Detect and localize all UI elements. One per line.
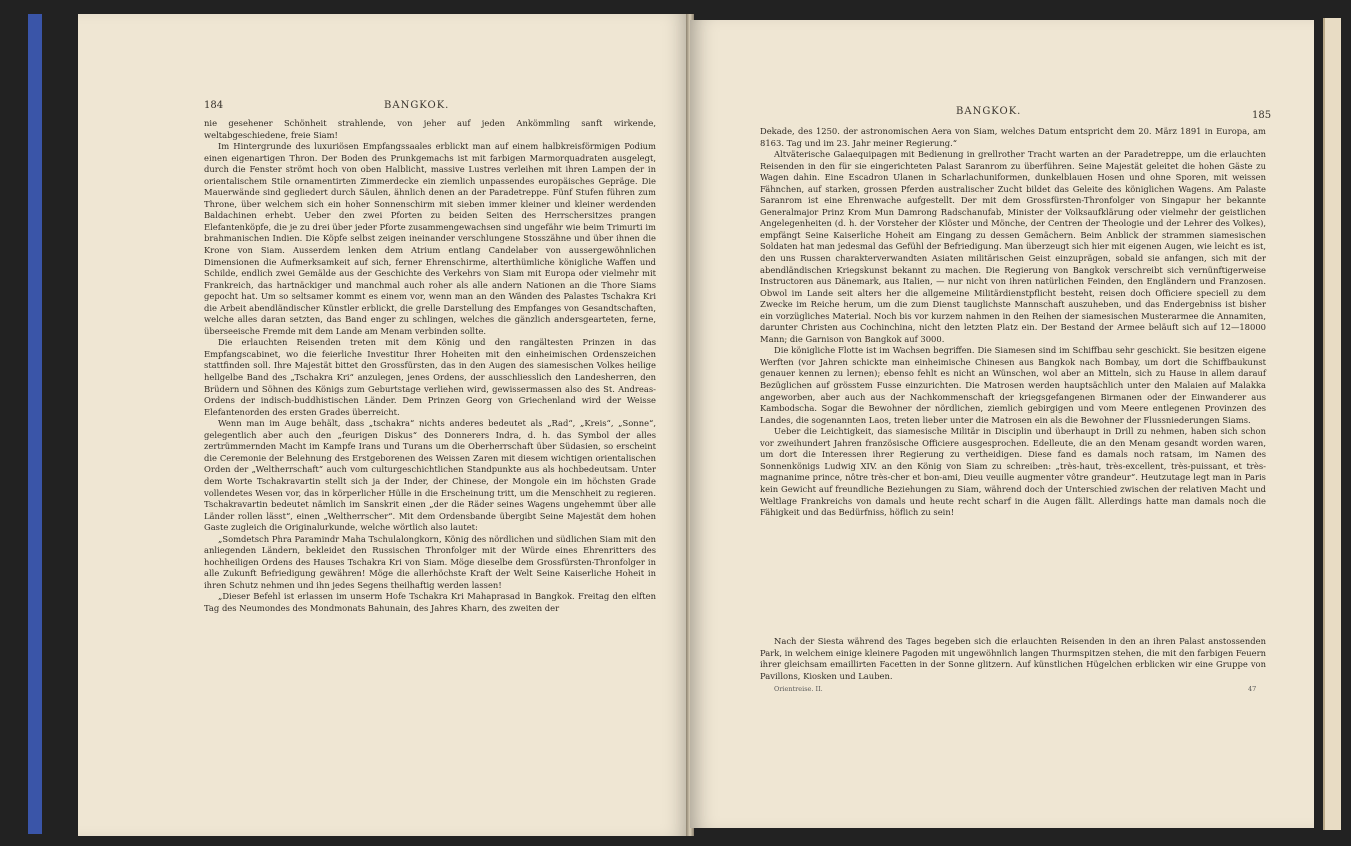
right-paragraph-5: Nach der Siesta während des Tages begeben sich die erlauchten Reisenden in den an ihren Palast anstossenden Park, in welchem einige kleinere Pagoden mit ungewöhnlich langen Thurmspitzen stehen, die mit den farbigen Feuern ihrer gleichsam emaillirten Facetten in der Sonne glitzern. Auf künstlichen Hügelchen erblicken wir eine Gruppe von Pavillons, Kiosken und Lauben. — [760, 636, 1266, 681]
book-page-edges-right — [1323, 18, 1341, 830]
left-paragraph-3: Die erlauchten Reisenden treten mit dem König und den rangältesten Prinzen in das Empfangscabinet, wo die feierliche Investitur Ihrer Hoheiten mit den einheimischen Ordenszeichen stattfinden soll. Ihre Majestät bittet den Grossfürsten, das in den Augen des siamesischen Volkes heilige hellgelbe Band des „Tschakra Kri“ anzulegen, jenes Ordens, der ausschliesslich den Landesherren, den Brüdern und Söhnen des Königs zum Geburtstage verliehen wird, gewissermassen also des St. Andreas-Ordens der indisch-buddhistischen Länder. Dem Prinzen Georg von Griechenland wird der Weisse Elefantenorden des ersten Grades überreicht. — [204, 337, 656, 417]
right-running-head: BANGKOK. — [956, 106, 1022, 117]
left-page — [78, 14, 690, 836]
right-page-number: 185 — [1252, 110, 1272, 121]
right-paragraph-3: Die königliche Flotte ist im Wachsen begriffen. Die Siamesen sind im Schiffbau sehr geschickt. Sie besitzen eigene Werften (vor Jahren schickte man einheimische Chinesen aus Bangkok nach Bombay, um dort die Schiffbaukunst genauer kennen zu lernen); ebenso fehlt es nicht an Wünschen, wol aber an Mitteln, sich zu Hause in allem darauf Bezüglichen auf grösstem Fusse einzurichten. Die Matrosen werden hauptsächlich unter den Malaien auf Malakka angeworben, aber auch aus der Nachkommenschaft der kriegsgefangenen Birmanen oder der Einwanderer aus Kambodscha. Sogar die Bewohner der nördlichen, ziemlich gebirgigen und vom Meere entlegenen Provinzen des Landes, die sogenannten Laos, treten lieber unter die Matrosen ein als die Bewohner der Flussniederungen Siams. — [760, 345, 1266, 425]
book-cover-edge-left — [28, 14, 42, 834]
footer-signature: Orientreise. II. — [774, 685, 823, 693]
left-paragraph-4: Wenn man im Auge behält, dass „tschakra“ nichts anderes bedeutet als „Rad“, „Kreis“, „Sonne“, gelegentlich aber auch den „feurigen Diskus“ des Donnerers Indra, d. h. das Symbol der alles zertrümmernden Macht im Kampfe Irans und Turans um die Oberherrschaft über Südasien, so erscheint die Ceremonie der Belehnung des Erstgeborenen des Weissen Zaren mit diesem wichtigen orientalischen Orden der „Weltherrschaft“ auch vom culturgeschichtlichen Standpunkte aus als hochbedeutsam. Unter dem Worte Tschakravartin stellt sich ja der Inder, der Chinese, der Mongole ein im höchsten Grade vollendetes Wesen vor, das in körperlicher Hülle in die Erscheinung tritt, um die Menschheit zu regieren. Tschakravartin bedeutet nämlich im Sanskrit einen „der die Räder seines Wagens ungehemmt über alle Länder rollen lässt“, einen „Weltherrscher“. Mit dem Ordensbande übergibt Seine Majestät dem hohen Gaste zugleich die Originalurkunde, welche wörtlich also lautet: — [204, 418, 656, 533]
right-paragraph-4: Ueber die Leichtigkeit, das siamesische Militär in Disciplin und überhaupt in Drill zu nehmen, haben sich schon vor zweihundert Jahren französische Officiere ausgesprochen. Edelleute, die an den Menam gesandt worden waren, um dort die Interessen ihrer Regierung zu vertheidigen. Diese fand es damals noch ratsam, im Namen des Sonnenkönigs Ludwig XIV. an den König von Siam zu schreiben: „très-haut, très-excellent, très-puissant, et très-magnanime prince, nôtre très-cher et bon-ami, Dieu veuille augmenter vôtre grandeur“. Heutzutage legt man in Paris kein Gewicht auf freundliche Beziehungen zu Siam, während doch der Unterschied zwischen der relativen Macht und Weltlage Frankreichs von damals und heute recht scharf in die Augen fällt. Allerdings hatte man damals noch die Fähigkeit und das Bedürfniss, höflich zu sein! — [760, 426, 1266, 518]
left-body-text — [204, 118, 656, 615]
left-paragraph-6: „Dieser Befehl ist erlassen im unserm Hofe Tschakra Kri Mahaprasad in Bangkok. Freitag den elften Tag des Neumondes des Mondmonats Bahunain, des Jahres Kharn, des zweiten der — [204, 591, 656, 613]
left-paragraph-5: „Somdetsch Phra Paramindr Maha Tschulalongkorn, König des nördlichen und südlichen Siam mit den anliegenden Ländern, bekleidet den Russischen Thronfolger mit der Würde eines Ehrenritters des hochheiligen Ordens des Hauses Tschakra Kri von Siam. Möge dieselbe dem Grossfürsten-Thronfolger in alle Zukunft Befriedigung gewähren! Möge die allerhöchste Kraft der Welt Seine Kaiserliche Hoheit in ihren Schutz nehmen und ihn jedes Segens theilhaftig werden lassen! — [204, 533, 656, 590]
right-page — [690, 20, 1314, 828]
left-paragraph-1: nie gesehener Schönheit strahlende, von jeher auf jeden Ankömmling sanft wirkende, weltabgeschiedene, freie Siam! — [204, 118, 656, 140]
left-running-head: BANGKOK. — [384, 100, 450, 111]
left-page-number: 184 — [204, 100, 224, 111]
footer-sheet-number: 47 — [1248, 685, 1257, 693]
right-paragraph-2: Altväterische Galaequipagen mit Bedienung in grellrother Tracht warten an der Paradetreppe, um die erlauchten Reisenden in den für sie eingerichteten Palast Saranrom zu überführen. Seine Majestät geleitet die hohen Gäste zu Wagen dahin. Eine Escadron Ulanen in Scharlachuniformen, dunkelblauen Hosen und ohne Sporen, mit weissen Fähnchen, auf starken, grossen Pferden australischer Zucht bildet das Geleite des königlichen Wagens. Am Palaste Saranrom ist eine Ehrenwache aufgestellt. Der mit dem Grossfürsten-Thronfolger von Singapur her bekannte Generalmajor Prinz Krom Mun Damrong Radschanufab, Minister der Volksaufklärung oder vielmehr der geistlichen Angelegenheiten (d. h. der Vorsteher der Klöster und Mönche, der Centren der Theologie und der Lehrer des Volkes), empfängt Seine Kaiserliche Hoheit am Eingang zu dessen Gemächern. Beim Anblick der strammen siamesischen Soldaten hat man jedesmal das Gefühl der Befriedigung. Man überzeugt sich hier mit eigenen Augen, wie leicht es ist, den uns Russen charakterverwandten Asiaten militärischen Geist einzuprägen, sobald sie anfangen, sich mit der abendländischen Kriegskunst bekannt zu machen. Die Regierung von Bangkok verschreibt sich vernünftigerweise Instructoren aus Dänemark, aus Italien, — nur nicht von ihren natürlichen Feinden, den Engländern und Franzosen. Obwol im Lande seit alters her die allgemeine Militärdienstpflicht besteht, reisen doch Officiere speciell zu dem Zwecke im Reiche herum, um die zum Dienst tauglichste Mannschaft auszuheben, und das Endergebniss ist bisher ein vorzügliches Material. Noch bis vor kurzem nahmen in den Reihen der siamesischen Musterarmee die Annamiten, darunter Christen aus Cochinchina, nicht den letzten Platz ein. Der Bestand der Armee beläuft sich auf 12—18000 Mann; die Garnison von Bangkok auf 3000. — [760, 149, 1266, 344]
left-paragraph-2: Im Hintergrunde des luxuriösen Empfangssaales erblickt man auf einem halbkreisförmigen Podium einen eigenartigen Thron. Der Boden des Prunkgemachs ist mit farbigen Marmorquadraten ausgelegt, durch die Fenster strömt hoch von oben Halblicht, massive Lustres verleihen mit ihren Lampen der in orientalischem Stile ornamentirten Zimmerdecke ein ziemlich unpassendes europäisches Gepräge. Die Mauerwände sind gegliedert durch Säulen, ähnlich denen an der Paradetreppe. Fünf Stufen führen zum Throne, über welchem sich ein hoher Sonnenschirm mit sieben immer kleiner und kleiner werdenden Baldachinen erhebt. Ueber den zwei Pforten zu beiden Seiten des Herrschersitzes prangen Elefantenköpfe, die je zu drei über jeder Pforte zusammengewachsen sind ungefähr wie beim Trimurti im brahmanischen Indien. Die Köpfe selbst zeigen ineinander verschlungene Stosszähne und über ihnen die Krone von Siam. Ausserdem lenken dem Atrium entlang Candelaber von aussergewöhnlichen Dimensionen die Aufmerksamkeit auf sich, ferner Ehrenschirme, alterthümliche königliche Waffen und Schilde, endlich zwei Gemälde aus der Geschichte des Verkehrs von Siam mit Europa oder vielmehr mit Frankreich, das hartnäckiger und manchmal auch roher als alle andern Nationen an die Thore Siams gepocht hat. Um so seltsamer kommt es einem vor, wenn man an den Wänden des Palastes Tschakra Kri die Arbeit abendländischer Künstler erblickt, die grelle Darstellung des Empfanges von Gesandtschaften, welche alles daran setzten, das Band enger zu schlingen, welches die gänzlich andersgearteten, ferne, überseeische Fremde mit dem Lande am Menam verbinden sollte. — [204, 141, 656, 336]
right-paragraph-1: Dekade, des 1250. der astronomischen Aera von Siam, welches Datum entspricht dem 20. März 1891 in Europa, am 8163. Tag und im 23. Jahr meiner Regierung.“ — [760, 126, 1266, 148]
right-bottom-text — [760, 636, 1266, 682]
right-body-text — [760, 126, 1266, 519]
